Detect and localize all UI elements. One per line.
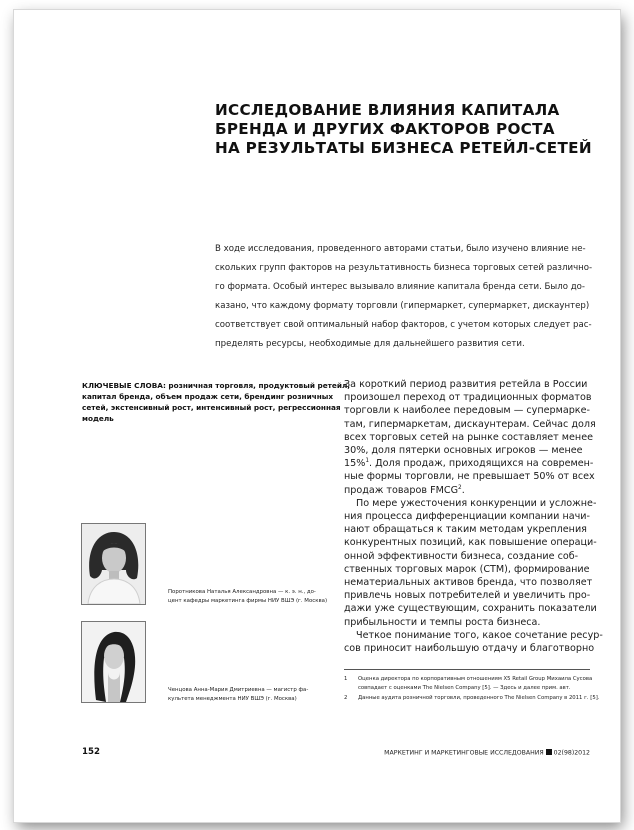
abstract-line: го формата. Особый интерес вызывало влияние капитала бренда сети. Было до- [215,282,586,292]
author-caption-porotnikova [168,588,338,606]
body-line: конкурентных позиций, как повышение операци- [344,537,597,549]
footnote-text: Данные аудита розничной торговли, проведенного The Nielsen Company в 2011 г. [5]. [358,694,600,701]
body-text: продаж товаров FMCG [344,484,459,496]
keywords-line: модель [82,414,114,423]
portrait-icon [82,524,145,604]
body-line: нематериальных активов бренда, что позволяет [344,577,593,589]
body-line: сов приносит наибольшую отдачу и благотворно [344,643,595,655]
footnote-item [344,694,600,703]
page-number: 152 [82,747,100,757]
author-photo-chentsova [81,621,146,703]
body-line: ственных торговых марок (СТМ), формирование [344,563,590,575]
body-line: Четкое понимание того, какое сочетание ресур- [356,629,603,641]
title-line: ИССЛЕДОВАНИЕ ВЛИЯНИЯ КАПИТАЛА [215,101,560,119]
body-line: нают обращаться к таким методам укрепления [344,524,587,536]
footnote-ref[interactable]: 1 [365,458,369,465]
body-line: торговли к наиболее передовым — супермарке- [344,405,590,417]
footnote-number: 2 [344,694,348,701]
body-line: дажи уже существующим, сохранить показатели [344,603,597,615]
square-separator-icon [546,749,552,755]
footnote-number: 1 [344,676,348,682]
journal-name: МАРКЕТИНГ И МАРКЕТИНГОВЫЕ ИССЛЕДОВАНИЯ [384,749,544,757]
author-caption-line: цент кафедры маркетинга фирмы НИУ ВШЭ (г. Москва) [168,598,328,604]
keywords-line: КЛЮЧЕВЫЕ СЛОВА: розничная торговля, продуктовый ретейл, [82,381,351,390]
abstract-line: скольких групп факторов на результативность бизнеса торговых сетей различно- [215,263,593,273]
footnotes [344,675,600,703]
keywords-line: капитал бренда, объем продаж сети, брендинг розничных [82,392,334,401]
article-body [344,378,603,655]
author-caption-line: Ченцова Анна-Мария Дмитриевна — магистр фа- [168,687,309,693]
body-line: произошел переход от традиционных форматов [344,392,592,404]
article-title [215,101,592,158]
body-line: За короткий период развития ретейла в России [344,379,588,390]
title-line: БРЕНДА И ДРУГИХ ФАКТОРОВ РОСТА [215,120,555,138]
abstract-line: пределять ресурсы, необходимые для дальнейшего развития сети. [215,339,525,349]
body-line: привлечь новых потребителей и увеличить про- [344,590,591,602]
footnote-ref[interactable]: 2 [458,484,462,491]
body-line [344,457,594,470]
journal-issue: 02(98)2012 [553,749,590,757]
abstract [215,240,593,354]
body-line: онной эффективности бизнеса, создание соб- [344,550,579,562]
author-caption-line: Поротникова Наталья Александровна — к. э. н., до- [168,589,316,595]
body-line: ные формы торговли, не превышает 50% от всех [344,471,595,483]
body-text: . Доля продаж, приходящихся на современ- [369,458,594,470]
abstract-line: казано, что каждому формату торговли (гипермаркет, супермаркет, дискаунтер) [215,301,590,311]
author-caption-chentsova [168,686,338,704]
body-line: всех торговых сетей на рынке составляет менее [344,431,594,443]
footnote-text: Оценка директора по корпоративным отношениям X5 Retail Group Михаила Сусова [358,676,593,682]
abstract-line: В ходе исследования, проведенного авторами статьи, было изучено влияние не- [215,244,586,254]
portrait-icon [82,622,145,702]
footnote-item [344,684,594,693]
title-line: НА РЕЗУЛЬТАТЫ БИЗНЕСА РЕТЕЙЛ-СЕТЕЙ [215,139,592,157]
body-text: 15% [344,458,366,470]
keywords [82,380,351,424]
keywords-line: сетей, экстенсивный рост, интенсивный рост, регрессионная [82,403,341,412]
footnote-text: совпадает с оценками The Nielsen Company [5]. — Здесь и далее прим. авт. [358,685,571,692]
body-line: там, гипермаркетам, дискаунтерам. Сейчас доля [344,418,596,430]
author-caption-line: культета менеджмента НИУ ВШЭ (г. Москва) [168,696,297,702]
abstract-line: соответствует свой оптимальный набор факторов, с учетом которых следует рас- [215,320,592,330]
footnote-divider [344,669,590,670]
body-line: ния процесса дифференциации компании начи- [344,511,590,523]
footnote-item [344,675,594,684]
author-photo-porotnikova [81,523,146,605]
body-line: По мере ужесточения конкуренции и усложне- [356,497,597,509]
body-line [344,484,594,497]
body-text: . [461,484,465,496]
body-line: 30%, доля пятерки основных игроков — менее [344,445,583,457]
body-line: прибыльности и темпы роста бизнеса. [344,616,541,628]
journal-footer [344,749,590,757]
